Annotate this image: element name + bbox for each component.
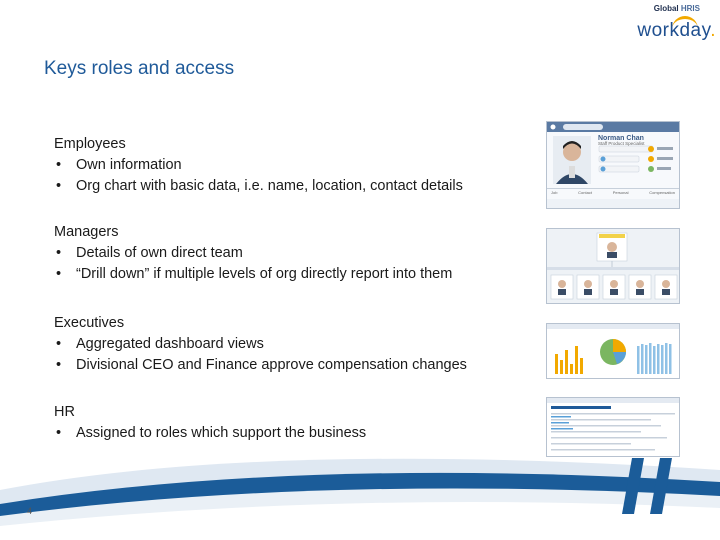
dashboard-graphic <box>547 324 679 378</box>
list-item: • “Drill down” if multiple levels of org directly report into them <box>54 264 452 285</box>
section-executives <box>54 313 467 376</box>
list-item: • Own information <box>54 155 463 176</box>
profile-name: Norman Chan <box>598 135 644 142</box>
page-number: 4 <box>27 506 33 516</box>
section-heading: HR <box>54 404 75 420</box>
list-item: • Assigned to roles which support the business <box>54 423 366 444</box>
profile-role: Staff Product Specialist <box>598 141 645 146</box>
profile-tabs <box>551 190 675 195</box>
org-chart-screenshot <box>546 228 680 304</box>
dashboard-screenshot <box>546 323 680 379</box>
section-heading: Employees <box>54 136 126 152</box>
section-heading: Executives <box>54 315 125 331</box>
section-employees <box>54 134 463 197</box>
page-title: Keys roles and access <box>44 58 235 79</box>
footer-wave <box>0 430 720 540</box>
employee-profile-screenshot <box>546 121 680 209</box>
profile-tab: Job <box>551 190 558 195</box>
profile-tab: Compensation <box>649 190 675 195</box>
logo-text: workday <box>637 20 711 41</box>
global-hris-label <box>654 4 700 13</box>
section-managers <box>54 222 452 285</box>
workday-logo <box>637 20 716 42</box>
list-item: • Aggregated dashboard views <box>54 334 467 355</box>
logo-dot: . <box>710 20 716 41</box>
brand-small-text: Global <box>653 4 679 13</box>
profile-tab: Personal <box>612 190 629 195</box>
brand-small-suffix: HRIS <box>680 4 700 13</box>
section-heading: Managers <box>54 224 119 240</box>
list-item: • Org chart with basic data, i.e. name, location, contact details <box>54 176 463 197</box>
list-item: • Details of own direct team <box>54 243 452 264</box>
profile-tab: Contact <box>578 190 592 195</box>
org-chart-graphic <box>547 229 679 303</box>
list-item: • Divisional CEO and Finance approve compensation changes <box>54 355 467 376</box>
slash-mark-decoration <box>622 458 682 514</box>
